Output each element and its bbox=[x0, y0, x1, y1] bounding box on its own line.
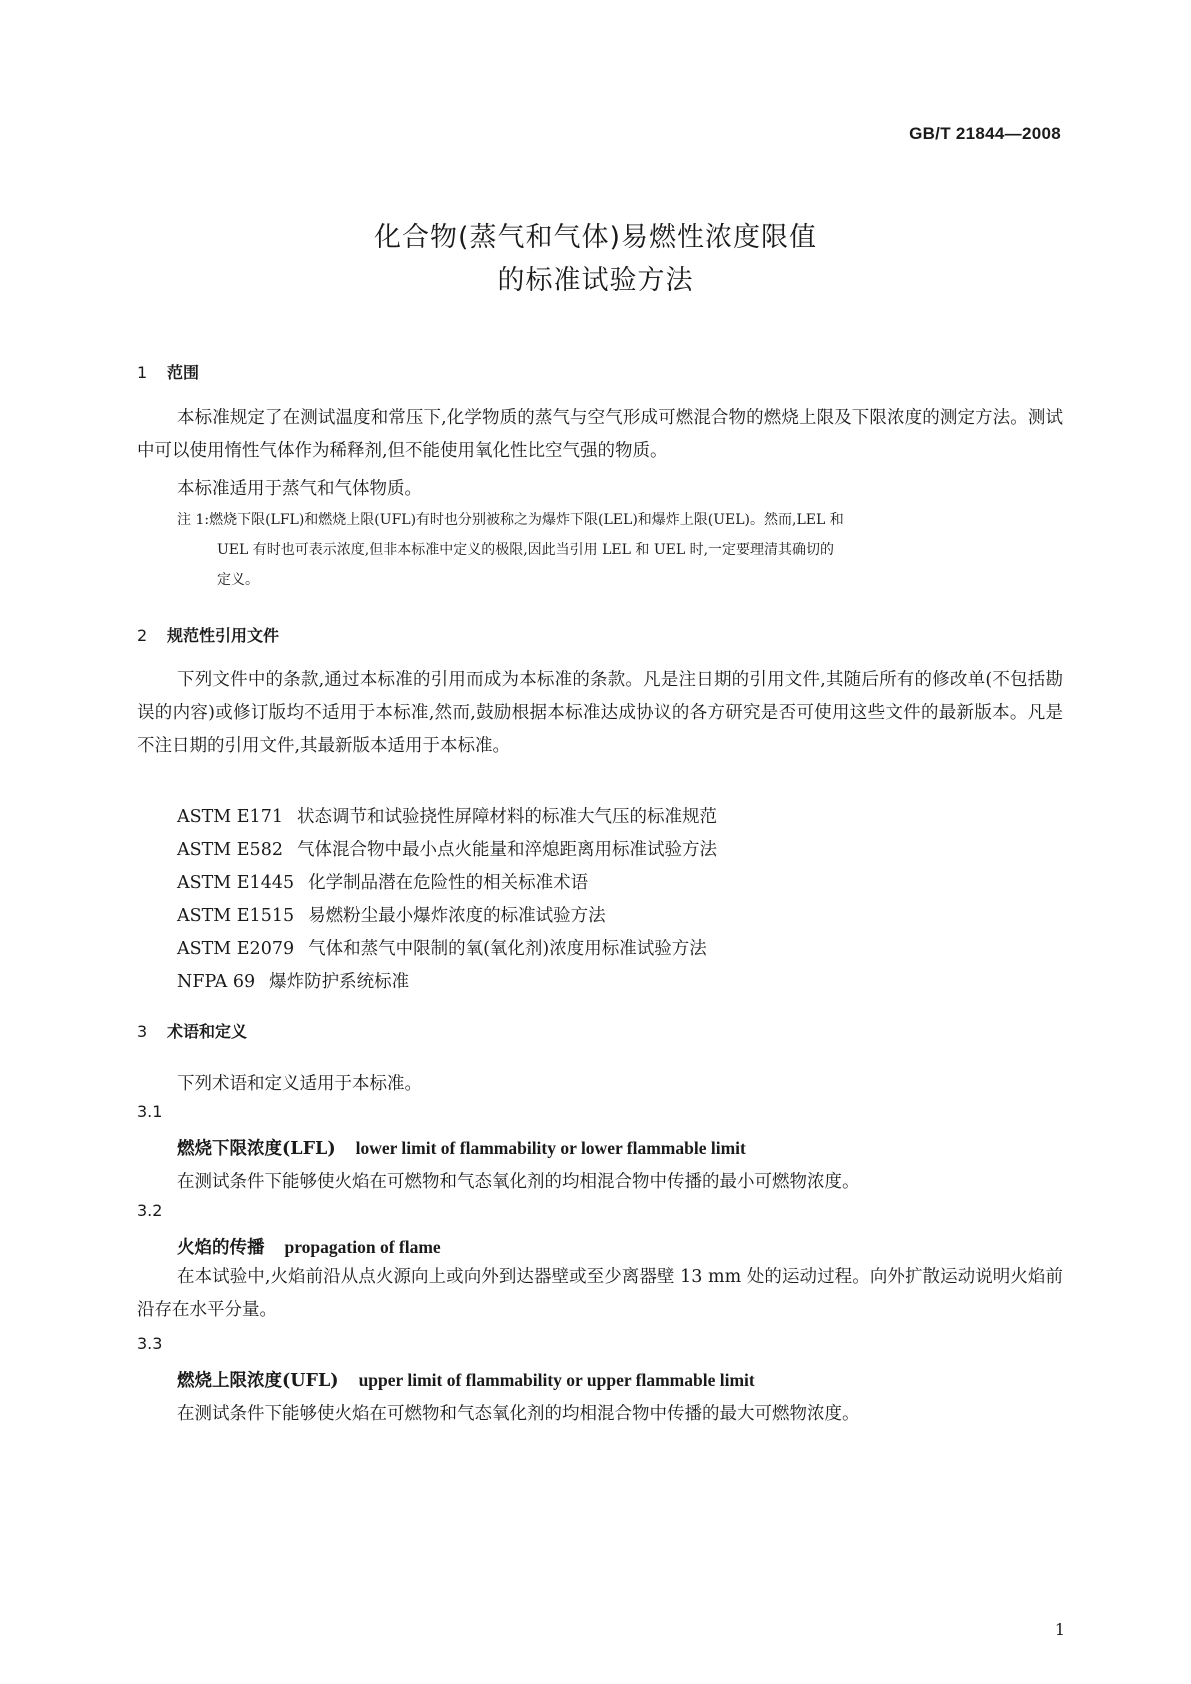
section-number: 1 bbox=[137, 363, 148, 382]
term-english: propagation of flame bbox=[284, 1237, 441, 1257]
reference-title: 化学制品潜在危险性的相关标准术语 bbox=[308, 873, 589, 893]
term-number: 3.3 bbox=[137, 1334, 163, 1353]
term-english: upper limit of flammability or upper flammable limit bbox=[358, 1370, 755, 1390]
reference-item bbox=[177, 803, 717, 828]
reference-title: 爆炸防护系统标准 bbox=[269, 972, 410, 992]
reference-code: ASTM E171 bbox=[177, 807, 283, 827]
reference-code: ASTM E1445 bbox=[177, 873, 295, 893]
term-chinese: 火焰的传播 bbox=[177, 1238, 265, 1258]
document-title-line1: 化合物(蒸气和气体)易燃性浓度限值 bbox=[373, 222, 818, 253]
note-line: UEL 有时也可表示浓度,但非本标准中定义的极限,因此当引用 LEL 和 UEL 时,一定要理清其确切的 bbox=[217, 542, 835, 558]
section-number: 2 bbox=[137, 626, 148, 645]
term-definition: 在本试验中,火焰前沿从点火源向上或向外到达器壁或至少离器壁 13 mm 处的运动过程。向外扩散运动说明火焰前沿存在水平分量。 bbox=[137, 1267, 1063, 1320]
section-1-scope-paragraph: 本标准适用于蒸气和气体物质。 bbox=[177, 479, 422, 499]
reference-title: 易燃粉尘最小爆炸浓度的标准试验方法 bbox=[308, 906, 606, 926]
section-title: 范围 bbox=[167, 363, 200, 382]
reference-code: NFPA 69 bbox=[177, 972, 256, 992]
document-title-line2: 的标准试验方法 bbox=[497, 265, 694, 296]
term-chinese: 燃烧下限浓度(LFL) bbox=[177, 1139, 336, 1159]
section-title: 规范性引用文件 bbox=[167, 626, 280, 645]
section-2-paragraph: 下列文件中的条款,通过本标准的引用而成为本标准的条款。凡是注日期的引用文件,其随后所有的修改单(不包括勘误的内容)或修订版均不适用于本标准,然而,鼓励根据本标准达成协议的各方研究是否可使用这些文件的最新版本。凡是不注日期的引用文件,其最新版本适用于本标准。 bbox=[137, 670, 1063, 756]
note-line: 定义。 bbox=[217, 572, 259, 588]
section-2-heading bbox=[137, 623, 279, 646]
term-heading bbox=[177, 1367, 755, 1392]
section-title: 术语和定义 bbox=[167, 1022, 248, 1041]
reference-item bbox=[177, 902, 606, 927]
reference-item bbox=[177, 869, 588, 894]
section-3-heading bbox=[137, 1019, 247, 1042]
standard-number: GB/T 21844—2008 bbox=[909, 124, 1061, 143]
reference-item bbox=[177, 935, 707, 960]
section-1-heading bbox=[137, 360, 199, 383]
note-line: 注 1:燃烧下限(LFL)和燃烧上限(UFL)有时也分别被称之为爆炸下限(LEL)和爆炸上限(UEL)。然而,LEL 和 bbox=[177, 512, 844, 528]
term-english: lower limit of flammability or lower flammable limit bbox=[355, 1138, 746, 1158]
note-1 bbox=[177, 505, 1063, 595]
reference-code: ASTM E2079 bbox=[177, 939, 295, 959]
section-3-intro: 下列术语和定义适用于本标准。 bbox=[177, 1074, 422, 1094]
term-heading bbox=[177, 1135, 746, 1160]
reference-code: ASTM E1515 bbox=[177, 906, 295, 926]
term-number: 3.1 bbox=[137, 1102, 163, 1121]
term-definition: 在测试条件下能够使火焰在可燃物和气态氧化剂的均相混合物中传播的最大可燃物浓度。 bbox=[177, 1404, 860, 1424]
term-chinese: 燃烧上限浓度(UFL) bbox=[177, 1371, 339, 1391]
reference-title: 气体和蒸气中限制的氧(氧化剂)浓度用标准试验方法 bbox=[308, 939, 707, 959]
page-number: 1 bbox=[1054, 1620, 1065, 1639]
term-number: 3.2 bbox=[137, 1201, 163, 1220]
reference-title: 气体混合物中最小点火能量和淬熄距离用标准试验方法 bbox=[296, 840, 717, 860]
section-number: 3 bbox=[137, 1022, 148, 1041]
section-1-paragraph: 本标准规定了在测试温度和常压下,化学物质的蒸气与空气形成可燃混合物的燃烧上限及下限浓度的测定方法。测试中可以使用惰性气体作为稀释剂,但不能使用氧化性比空气强的物质。 bbox=[137, 408, 1063, 461]
reference-item bbox=[177, 968, 409, 993]
term-definition: 在测试条件下能够使火焰在可燃物和气态氧化剂的均相混合物中传播的最小可燃物浓度。 bbox=[177, 1172, 860, 1192]
term-heading bbox=[177, 1234, 441, 1259]
reference-code: ASTM E582 bbox=[177, 840, 283, 860]
reference-item bbox=[177, 836, 717, 861]
reference-title: 状态调节和试验挠性屏障材料的标准大气压的标准规范 bbox=[296, 807, 717, 827]
